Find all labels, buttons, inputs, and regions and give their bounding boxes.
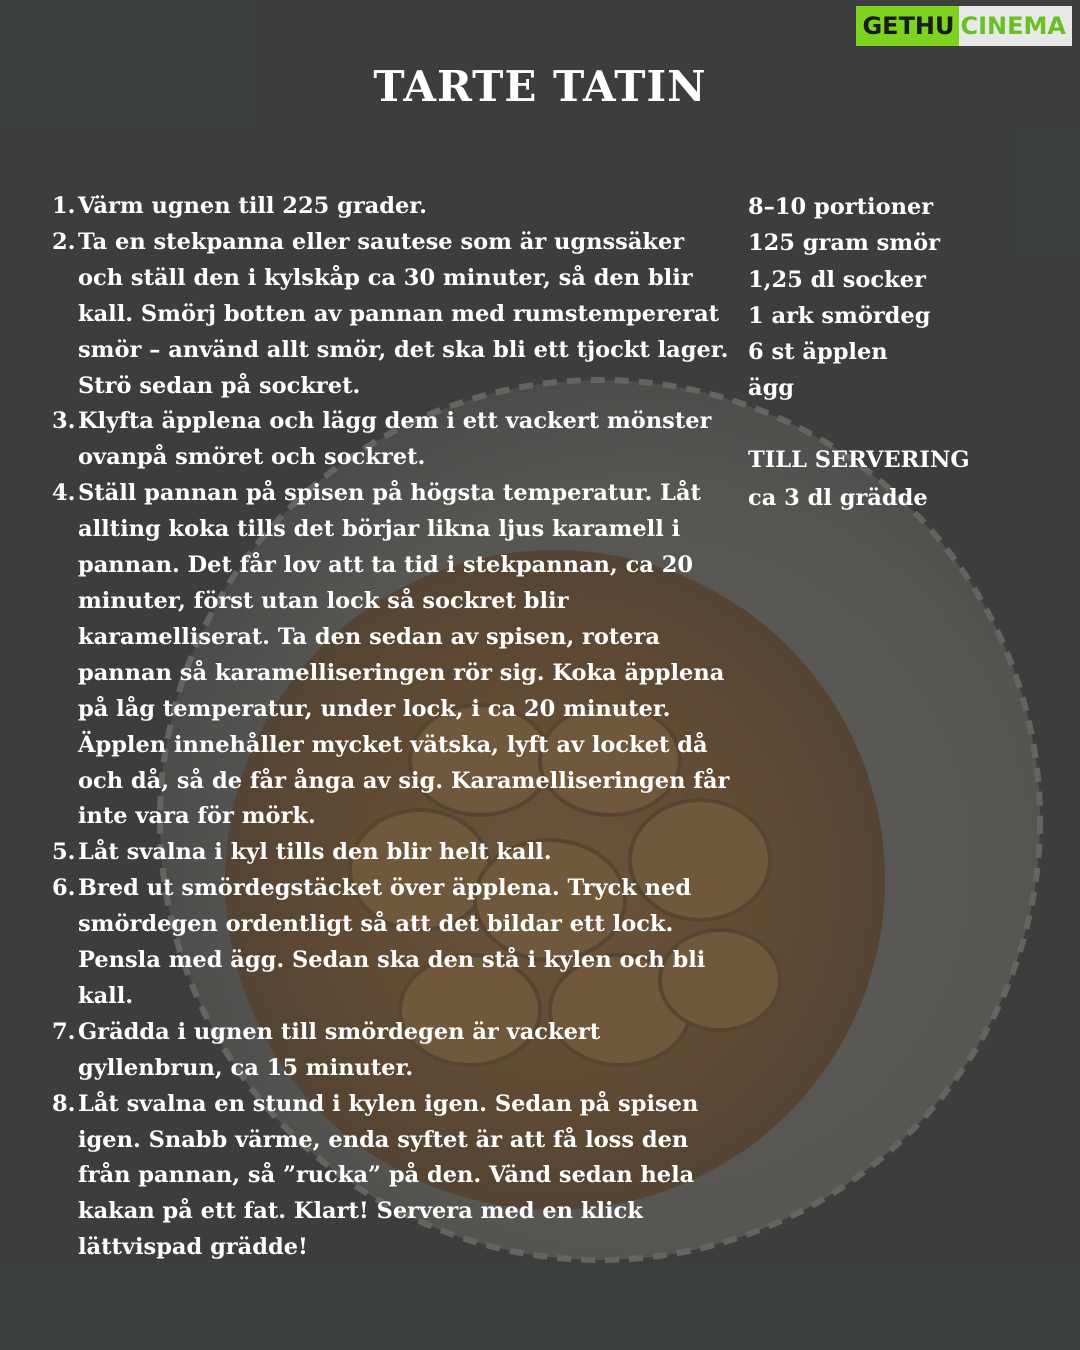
step-text: Låt svalna i kyl tills den blir helt kall. bbox=[78, 839, 552, 866]
watermark-part1: GETHU bbox=[856, 6, 958, 46]
ingredient-list bbox=[748, 189, 1048, 407]
step-text: Klyfta äpplena och lägg dem i ett vackert mönster ovanpå smöret och sockret. bbox=[78, 408, 712, 471]
step-text: Bred ut smördegstäcket över äpplena. Tryck ned smördegen ordentligt så att det bildar ett lock. Pensla med ägg. Sedan ska den stå i kylen och bli kall. bbox=[78, 875, 706, 1009]
step-number: 6. bbox=[52, 875, 76, 902]
step-text: Grädda i ugnen till smördegen är vackert gyllenbrun, ca 15 minuter. bbox=[78, 1018, 601, 1081]
ingredient-item: 6 st äpplen bbox=[748, 339, 888, 366]
step-number: 4. bbox=[52, 480, 76, 507]
ingredient-item: ägg bbox=[748, 375, 795, 402]
step-item bbox=[52, 225, 732, 405]
ingredient-item: 1,25 dl socker bbox=[748, 266, 926, 293]
step-number: 1. bbox=[52, 193, 76, 219]
step-text: Värm ugnen till 225 grader. bbox=[78, 193, 427, 219]
watermark-logo bbox=[856, 6, 1072, 46]
step-number: 5. bbox=[52, 839, 76, 866]
ingredient-item: 1 ark smördeg bbox=[748, 302, 931, 329]
step-text: Ta en stekpanna eller sautese som är ugnssäker och ställ den i kylskåp ca 30 minuter, så den blir kall. Smörj botten av pannan med rumstempererat smör – använd allt smör, det ska bli ett tjockt lager. Strö sedan på sockret. bbox=[78, 228, 729, 399]
serving-heading: TILL SERVERING bbox=[748, 447, 970, 473]
step-item bbox=[52, 835, 732, 871]
serving-item: ca 3 dl grädde bbox=[748, 485, 928, 511]
step-item bbox=[52, 476, 732, 835]
step-item bbox=[52, 1015, 732, 1087]
step-number: 2. bbox=[52, 228, 76, 255]
step-text: Låt svalna en stund i kylen igen. Sedan på spisen igen. Snabb värme, enda syftet är att få loss den från pannan, så ”rucka” på den. Vänd sedan hela kakan på ett fat. Klart! Servera med en klick lättvispad grädde! bbox=[78, 1090, 699, 1261]
ingredient-item: 125 gram smör bbox=[748, 230, 940, 257]
instruction-steps bbox=[52, 189, 732, 1266]
ingredient-item: 8–10 portioner bbox=[748, 194, 934, 220]
watermark-part2: CINEMA bbox=[959, 6, 1072, 46]
step-item bbox=[52, 189, 732, 225]
step-number: 3. bbox=[52, 408, 76, 435]
recipe-title: TARTE TATIN bbox=[373, 62, 707, 111]
step-item bbox=[52, 1087, 732, 1267]
step-item bbox=[52, 871, 732, 1015]
step-number: 7. bbox=[52, 1018, 76, 1045]
step-text: Ställ pannan på spisen på högsta temperatur. Låt allting koka tills det börjar likna ljus karamell i pannan. Det får lov att ta tid i stekpannan, ca 20 minuter, först utan lock så sockret blir karamelliserat. Ta den sedan av spisen, rotera pannan så karamelliseringen rör sig. Koka äpplena på låg temperatur, under lock, i ca 20 minuter. Äpplen innehåller mycket vätska, lyft av locket då och då, så de får ånga av sig. Karamelliseringen får inte vara för mörk. bbox=[78, 480, 730, 830]
step-number: 8. bbox=[52, 1090, 76, 1117]
step-item bbox=[52, 404, 732, 476]
